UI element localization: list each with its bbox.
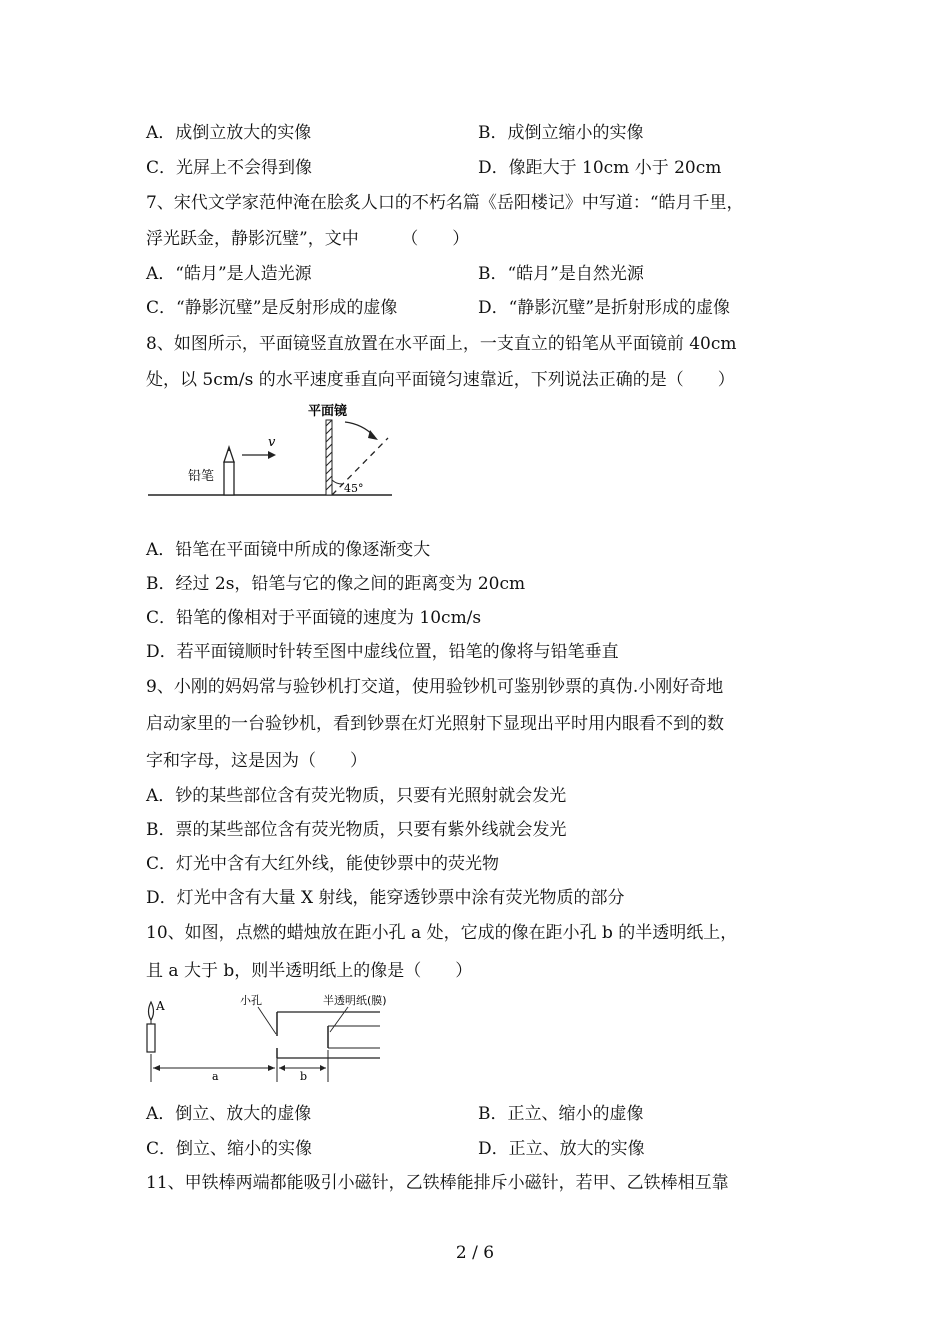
q7-option-b: B．“皓月”是自然光源 <box>478 264 644 284</box>
q9-stem-line1: 9、小刚的妈妈常与验钞机打交道，使用验钞机可鉴别钞票的真伪.小刚好奇地 <box>146 677 724 697</box>
q9-option-b: B．票的某些部位含有荧光物质，只要有紫外线就会发光 <box>146 820 567 840</box>
q7-stem-line2: 浮光跃金，静影沉璧”，文中 （ ） <box>146 229 470 249</box>
q10-pinhole-figure <box>140 992 410 1084</box>
q8-velocity-label: v <box>268 435 276 450</box>
q6-option-b: B．成倒立缩小的实像 <box>478 123 644 143</box>
candle-icon <box>147 1002 155 1052</box>
q7-option-d: D．“静影沉璧”是折射形成的虚像 <box>478 298 731 318</box>
q7-option-c: C．“静影沉璧”是反射形成的虚像 <box>146 298 398 318</box>
q8-option-c: C．铅笔的像相对于平面镜的速度为 10cm/s <box>146 608 482 628</box>
q9-option-d: D．灯光中含有大量 X 射线，能穿透钞票中涂有荧光物质的部分 <box>146 888 625 908</box>
q10-option-c: C．倒立、缩小的实像 <box>146 1139 313 1159</box>
q10-option-d: D．正立、放大的实像 <box>478 1139 645 1159</box>
q8-mirror-figure <box>140 400 400 500</box>
q8-option-a: A．铅笔在平面镜中所成的像逐渐变大 <box>146 540 431 560</box>
q10-stem-line2: 且 a 大于 b，则半透明纸上的像是（ ） <box>146 961 473 981</box>
q10-stem-line1: 10、如图，点燃的蜡烛放在距小孔 a 处，它成的像在距小孔 b 的半透明纸上， <box>146 923 738 943</box>
q10-b-label: b <box>300 1070 308 1083</box>
q6-option-a: A．成倒立放大的实像 <box>146 123 312 143</box>
q7-option-a: A．“皓月”是人造光源 <box>146 264 312 284</box>
q9-option-a: A．钞的某些部位含有荧光物质，只要有光照射就会发光 <box>146 786 567 806</box>
q10-paper-label: 半透明纸(膜) <box>323 994 387 1007</box>
q7-stem-line1: 7、宋代文学家范仲淹在脍炙人口的不朽名篇《岳阳楼记》中写道：“皓月千里， <box>146 193 744 213</box>
q8-stem-line1: 8、如图所示，平面镜竖直放置在水平面上，一支直立的铅笔从平面镜前 40cm <box>146 334 737 354</box>
q9-stem-line3: 字和字母，这是因为（ ） <box>146 751 367 771</box>
q10-hole-label: 小孔 <box>240 994 262 1007</box>
q8-stem-line2: 处，以 5cm/s 的水平速度垂直向平面镜匀速靠近，下列说法正确的是（ ） <box>146 370 735 390</box>
page-number: 2 / 6 <box>455 1243 495 1263</box>
q10-option-a: A．倒立、放大的虚像 <box>146 1104 312 1124</box>
q10-a-label: a <box>212 1070 219 1083</box>
q10-option-b: B．正立、缩小的虚像 <box>478 1104 644 1124</box>
pencil-icon <box>224 447 234 495</box>
q6-option-c: C．光屏上不会得到像 <box>146 158 313 178</box>
q8-option-b: B．经过 2s，铅笔与它的像之间的距离变为 20cm <box>146 574 526 594</box>
q8-pencil-label: 铅笔 <box>188 469 215 484</box>
q8-option-d: D．若平面镜顺时针转至图中虚线位置，铅笔的像将与铅笔垂直 <box>146 642 619 662</box>
q8-mirror-label: 平面镜 <box>308 404 348 419</box>
q11-stem-line1: 11、甲铁棒两端都能吸引小磁针，乙铁棒能排斥小磁针，若甲、乙铁棒相互靠 <box>146 1173 729 1193</box>
q8-angle-label: 45° <box>344 482 364 495</box>
q9-stem-line2: 启动家里的一台验钞机，看到钞票在灯光照射下显现出平时用内眼看不到的数 <box>146 714 724 734</box>
q10-candle-label: A <box>156 999 165 1013</box>
q6-option-d: D．像距大于 10cm 小于 20cm <box>478 158 722 178</box>
q9-option-c: C．灯光中含有大红外线，能使钞票中的荧光物 <box>146 854 500 874</box>
